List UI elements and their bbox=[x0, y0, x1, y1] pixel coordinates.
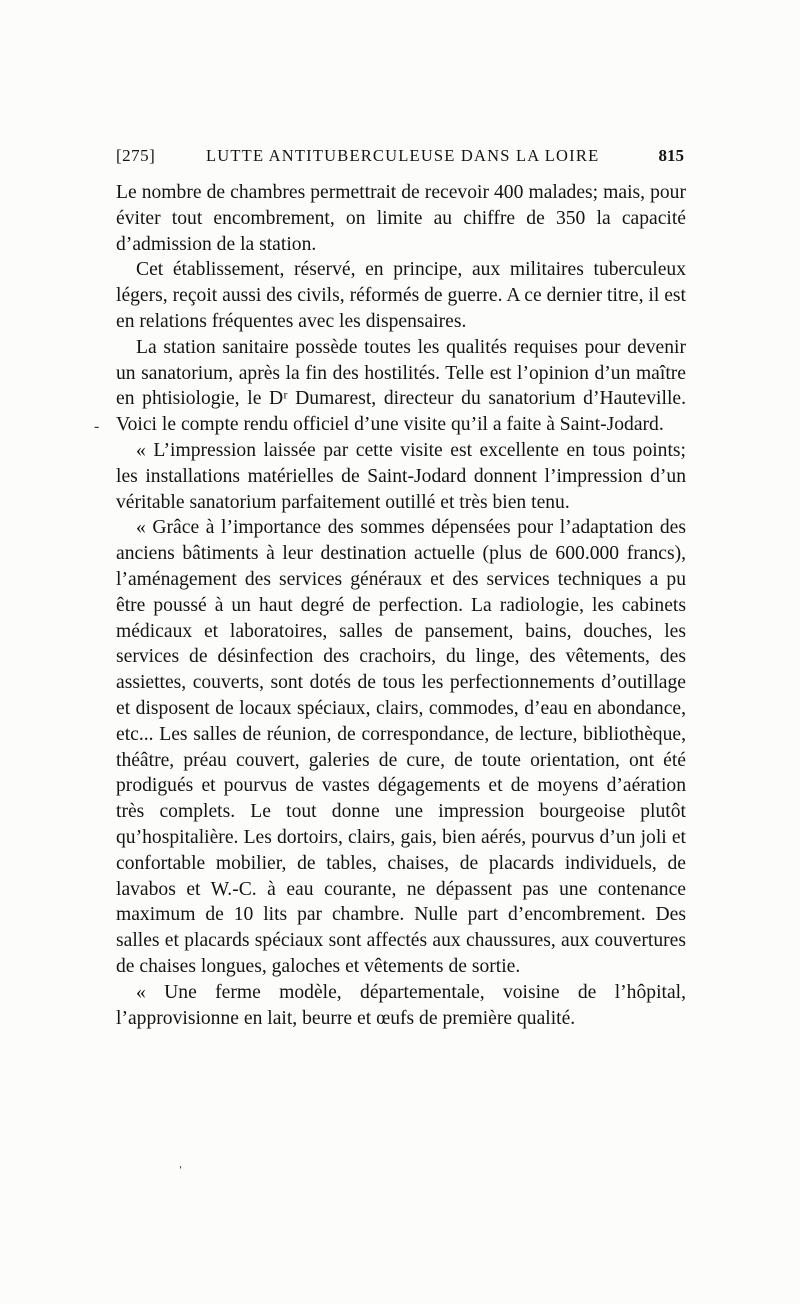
page-number: 815 bbox=[658, 146, 684, 165]
running-header bbox=[116, 146, 684, 172]
paragraph-establishment: Cet établissement, réservé, en principe, aux militaires tuberculeux légers, reçoit aussi des civils, réformés de guerre. A ce dernier titre, il est en relations fréquentes avec les dispensaires. bbox=[116, 259, 686, 332]
paragraph-quote-impression: « L’impression laissée par cette visite est excellente en tous points; les installations matérielles de Saint-Jodard donnent l’impression d’un véritable sanatorium parfaitement outillé et très bien tenu. bbox=[116, 439, 686, 513]
scan-speck: ˌ bbox=[178, 1152, 184, 1169]
scan-speck: - bbox=[94, 418, 100, 435]
paragraph-quote-farm: « Une ferme modèle, départementale, voisine de l’hôpital, l’approvisionne en lait, beurre et œufs de première qualité. bbox=[116, 981, 686, 1029]
paragraph-sanatorium-opinion: La station sanitaire possède toutes les qualités requises pour devenir un sanatorium, après la fin des hostilités. Telle est l’opinion d’un maître en phtisiologie, le Dʳ Dumarest, directeur du sanatorium d’Hauteville. Voici le compte rendu officiel d’une visite qu’il a faite à Saint-Jodard. bbox=[116, 336, 686, 436]
paragraph-capacity: Le nombre de chambres permettrait de recevoir 400 malades; mais, pour éviter tout encombrement, on limite au chiffre de 350 la capacité d’admission de la station. bbox=[116, 182, 686, 255]
body-text bbox=[116, 180, 686, 1031]
paragraph-quote-facilities: « Grâce à l’importance des sommes dépensées pour l’adaptation des anciens bâtiments à leur destination actuelle (plus de 600.000 francs), l’aménagement des services généraux et des services techniques a pu être poussé à un haut degré de perfection. La radiologie, les cabinets médicaux et laboratoires, salles de pansement, bains, douches, les services de désinfection des crachoirs, du linge, des vêtements, des assiettes, couverts, sont dotés de tous les perfectionnements d’outillage et disposent de locaux spéciaux, clairs, commodes, d’eau en abondance, etc... Les salles de réunion, de correspondance, de lecture, bibliothèque, théâtre, préau couvert, galeries de cure, de toute orientation, ont été prodigués et pourvus de vastes dégagements et de moyens d’aération très complets. Le tout donne une impression bourgeoise plutôt qu’hospitalière. Les dortoirs, clairs, gais, bien aérés, pourvus d’un joli et confortable mobilier, de tables, chaises, de placards individuels, de lavabos et W.-C. à eau courante, ne dépassent pas une contenance maximum de 10 lits par chambre. Nulle part d’encombrement. Des salles et placards spéciaux sont affectés aux chaussures, aux couvertures de chaises longues, galoches et vêtements de sortie. bbox=[116, 517, 686, 977]
running-title: LUTTE ANTITUBERCULEUSE DANS LA LOIRE bbox=[206, 146, 600, 165]
section-number: [275] bbox=[116, 146, 156, 165]
